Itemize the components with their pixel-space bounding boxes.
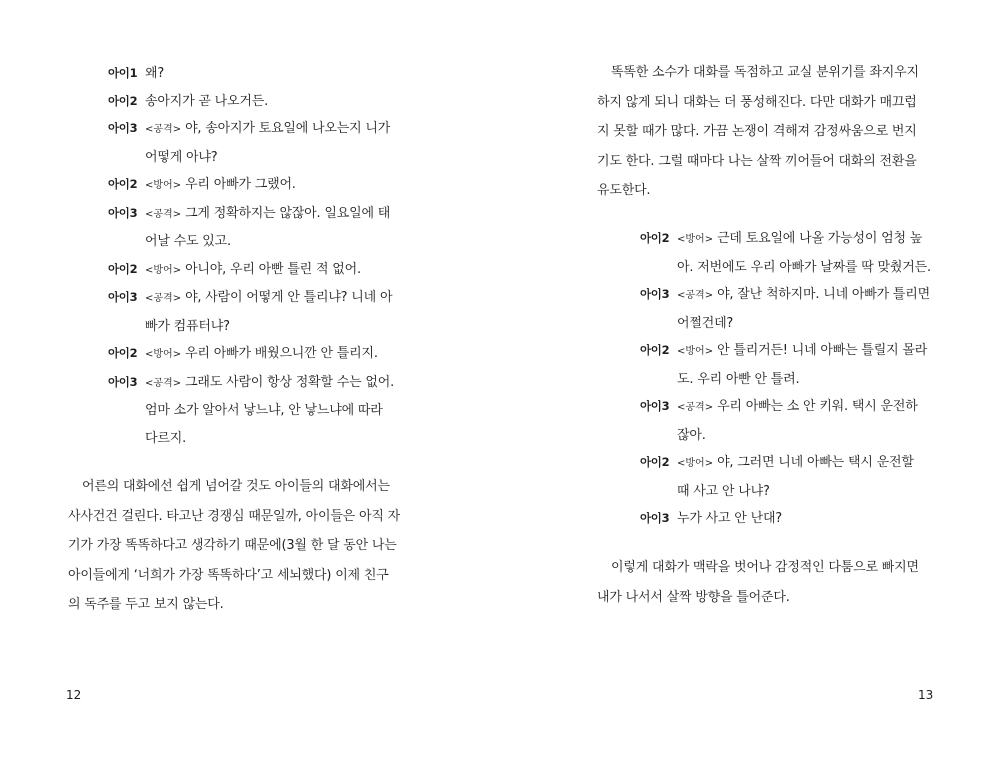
speech-line xyxy=(145,88,408,116)
speech-text xyxy=(677,393,940,449)
dialogue-turn xyxy=(108,200,408,256)
dialogue-turn xyxy=(108,60,408,88)
paragraph-line: 유도한다. xyxy=(597,183,651,198)
speech-text xyxy=(145,340,408,369)
speech-line xyxy=(677,225,940,254)
right-dialogue xyxy=(640,225,940,533)
speaker-label: 아이2 xyxy=(108,93,138,108)
tone-tag: <공격> xyxy=(677,402,714,413)
tone-tag: <방어> xyxy=(145,180,182,191)
speech-line-text: 아. 저번에도 우리 아빠가 날짜를 딱 맞췄거든. xyxy=(677,259,931,275)
speech-line xyxy=(677,337,940,366)
speaker-label: 아이3 xyxy=(640,287,670,301)
tone-tag: <공격> xyxy=(145,208,182,220)
dialogue-turn xyxy=(640,505,940,533)
paragraph-line: 지 못할 때가 많다. 가끔 논쟁이 격해져 감정싸움으로 번지 xyxy=(597,124,917,139)
paragraph-line: 똑똑한 소수가 대화를 독점하고 교실 분위기를 좌지우지 xyxy=(611,65,919,80)
speech-line-text: 야, 사람이 어떻게 안 틀리냐? 니네 아 xyxy=(185,290,393,305)
speech-line xyxy=(145,115,408,144)
speaker-label: 아이2 xyxy=(108,261,138,276)
paragraph-line: 아이들에게 ‘너희가 가장 똑똑하다’고 세뇌했다) 이제 친구 xyxy=(68,567,389,583)
dialogue-turn xyxy=(640,225,940,281)
speech-line-text: 어날 수도 있고. xyxy=(145,234,231,249)
speech-line-text: 그게 정확하지는 않잖아. 일요일에 태 xyxy=(185,205,391,221)
speech-line xyxy=(145,171,408,200)
speech-text xyxy=(145,171,408,200)
speech-line xyxy=(145,369,408,398)
paragraph-line: 어른의 대화에선 쉽게 넘어갈 것도 아이들의 대화에서는 xyxy=(82,479,390,494)
dialogue-turn xyxy=(108,88,408,116)
speech-line xyxy=(677,478,940,506)
speaker-label: 아이3 xyxy=(640,511,670,525)
speech-text xyxy=(677,281,940,337)
page-number-right: 13 xyxy=(918,688,934,702)
speech-line-text: 근데 토요일에 나올 가능성이 엄청 높 xyxy=(717,231,923,246)
dialogue-turn xyxy=(640,337,940,393)
speech-line-text: 우리 아빠가 배웠으니깐 안 틀리지. xyxy=(185,346,378,361)
speech-line xyxy=(145,256,408,285)
paragraph-line: 이렇게 대화가 맥락을 벗어나 감정적인 다툼으로 빠지면 xyxy=(611,560,919,575)
speech-text xyxy=(145,88,408,116)
speech-line xyxy=(677,422,940,450)
speech-line-text: 야, 그러면 니네 아빠는 택시 운전할 xyxy=(717,455,914,470)
dialogue-turn xyxy=(640,393,940,449)
speaker-label: 아이3 xyxy=(108,290,138,304)
speech-line-text: 잖아. xyxy=(677,427,706,443)
tone-tag: <방어> xyxy=(677,458,714,469)
speech-line-text: 도. 우리 아빤 안 틀려. xyxy=(677,371,800,387)
paragraph-line: 기도 한다. 그럴 때마다 나는 살짝 끼어들어 대화의 전환을 xyxy=(597,153,917,169)
dialogue-turn xyxy=(108,115,408,171)
speech-line-text: 어쩔건데? xyxy=(677,315,734,331)
paragraph-line: 의 독주를 두고 보지 않는다. xyxy=(68,597,224,612)
speech-line-text: 다르지. xyxy=(145,430,187,446)
speech-text xyxy=(145,115,408,171)
tone-tag: <방어> xyxy=(677,346,714,357)
speech-line-text: 왜? xyxy=(145,66,165,81)
speech-line xyxy=(677,393,940,422)
speech-line xyxy=(145,228,408,256)
speaker-label: 아이2 xyxy=(640,455,670,469)
speech-line xyxy=(145,340,408,369)
dialogue-turn xyxy=(108,284,408,340)
speech-line-text: 빠가 컴퓨터냐? xyxy=(145,318,230,334)
tone-tag: <공격> xyxy=(145,124,182,135)
speech-line xyxy=(145,200,408,229)
right-intro-paragraph xyxy=(597,58,942,206)
speech-line-text: 야, 송아지가 토요일에 나오는지 니가 xyxy=(185,121,391,136)
speech-line-text: 엄마 소가 알아서 낳느냐, 안 낳느냐에 따라 xyxy=(145,403,383,418)
left-paragraph xyxy=(68,472,408,620)
speaker-label: 아이3 xyxy=(108,121,138,135)
speech-line xyxy=(677,281,940,310)
speech-line-text: 야, 잘난 척하지마. 니네 아빠가 틀리면 xyxy=(717,287,930,302)
speaker-label: 아이2 xyxy=(640,343,670,357)
speech-line-text: 우리 아빠는 소 안 키워. 택시 운전하 xyxy=(717,399,918,414)
speech-line-text: 송아지가 곧 나오거든. xyxy=(145,93,269,109)
speech-line xyxy=(145,425,408,453)
dialogue-turn xyxy=(108,369,408,453)
speech-text xyxy=(145,256,408,285)
speaker-label: 아이1 xyxy=(108,66,138,80)
tone-tag: <방어> xyxy=(145,264,182,276)
tone-tag: <공격> xyxy=(677,290,714,301)
speech-line-text: 누가 사고 안 난대? xyxy=(677,511,783,526)
speech-line xyxy=(677,366,940,394)
speaker-label: 아이3 xyxy=(108,374,138,389)
speech-line-text: 우리 아빠가 그랬어. xyxy=(185,177,296,192)
speaker-label: 아이2 xyxy=(108,177,138,191)
dialogue-turn xyxy=(108,171,408,200)
speech-line-text: 어떻게 아냐? xyxy=(145,149,218,165)
tone-tag: <방어> xyxy=(677,234,714,245)
speaker-label: 아이3 xyxy=(108,205,138,220)
speech-text xyxy=(145,369,408,453)
speech-line-text: 안 틀리거든! 니네 아빠는 틀릴지 몰라 xyxy=(717,343,928,358)
speech-text xyxy=(145,284,408,340)
speech-line xyxy=(145,313,408,341)
speech-line xyxy=(145,60,408,88)
speech-text xyxy=(145,60,408,88)
speaker-label: 아이2 xyxy=(640,231,670,245)
speech-line-text: 때 사고 안 나냐? xyxy=(677,483,770,499)
right-closing-paragraph xyxy=(597,553,942,612)
paragraph-line: 기가 가장 똑똑하다고 생각하기 때문에(3월 한 달 동안 나는 xyxy=(68,538,397,553)
dialogue-turn xyxy=(108,256,408,285)
dialogue-turn xyxy=(640,281,940,337)
page-number-left: 12 xyxy=(66,688,82,702)
speech-text xyxy=(677,505,940,533)
tone-tag: <공격> xyxy=(145,293,182,304)
speech-text xyxy=(677,449,940,505)
speech-line xyxy=(677,449,940,478)
speech-line xyxy=(677,254,940,282)
tone-tag: <공격> xyxy=(145,377,182,389)
tone-tag: <방어> xyxy=(145,349,182,360)
speech-text xyxy=(145,200,408,256)
speech-line xyxy=(145,284,408,313)
speech-line xyxy=(677,505,940,533)
speech-text xyxy=(677,337,940,393)
paragraph-line: 하지 않게 되니 대화는 더 풍성해진다. 다만 대화가 매끄럽 xyxy=(597,94,917,110)
speech-line xyxy=(145,397,408,425)
speech-line xyxy=(677,310,940,338)
speech-line-text: 그래도 사람이 항상 정확할 수는 없어. xyxy=(185,374,395,390)
paragraph-line: 사사건건 걸린다. 타고난 경쟁심 때문일까, 아이들은 아직 자 xyxy=(68,508,400,524)
speaker-label: 아이2 xyxy=(108,346,138,360)
dialogue-turn xyxy=(108,340,408,369)
speech-line xyxy=(145,144,408,172)
dialogue-turn xyxy=(640,449,940,505)
speech-line-text: 아니야, 우리 아빤 틀린 적 없어. xyxy=(185,261,361,277)
paragraph-line: 내가 나서서 살짝 방향을 틀어준다. xyxy=(597,589,790,605)
speech-text xyxy=(677,225,940,281)
speaker-label: 아이3 xyxy=(640,399,670,413)
left-dialogue xyxy=(108,60,408,452)
